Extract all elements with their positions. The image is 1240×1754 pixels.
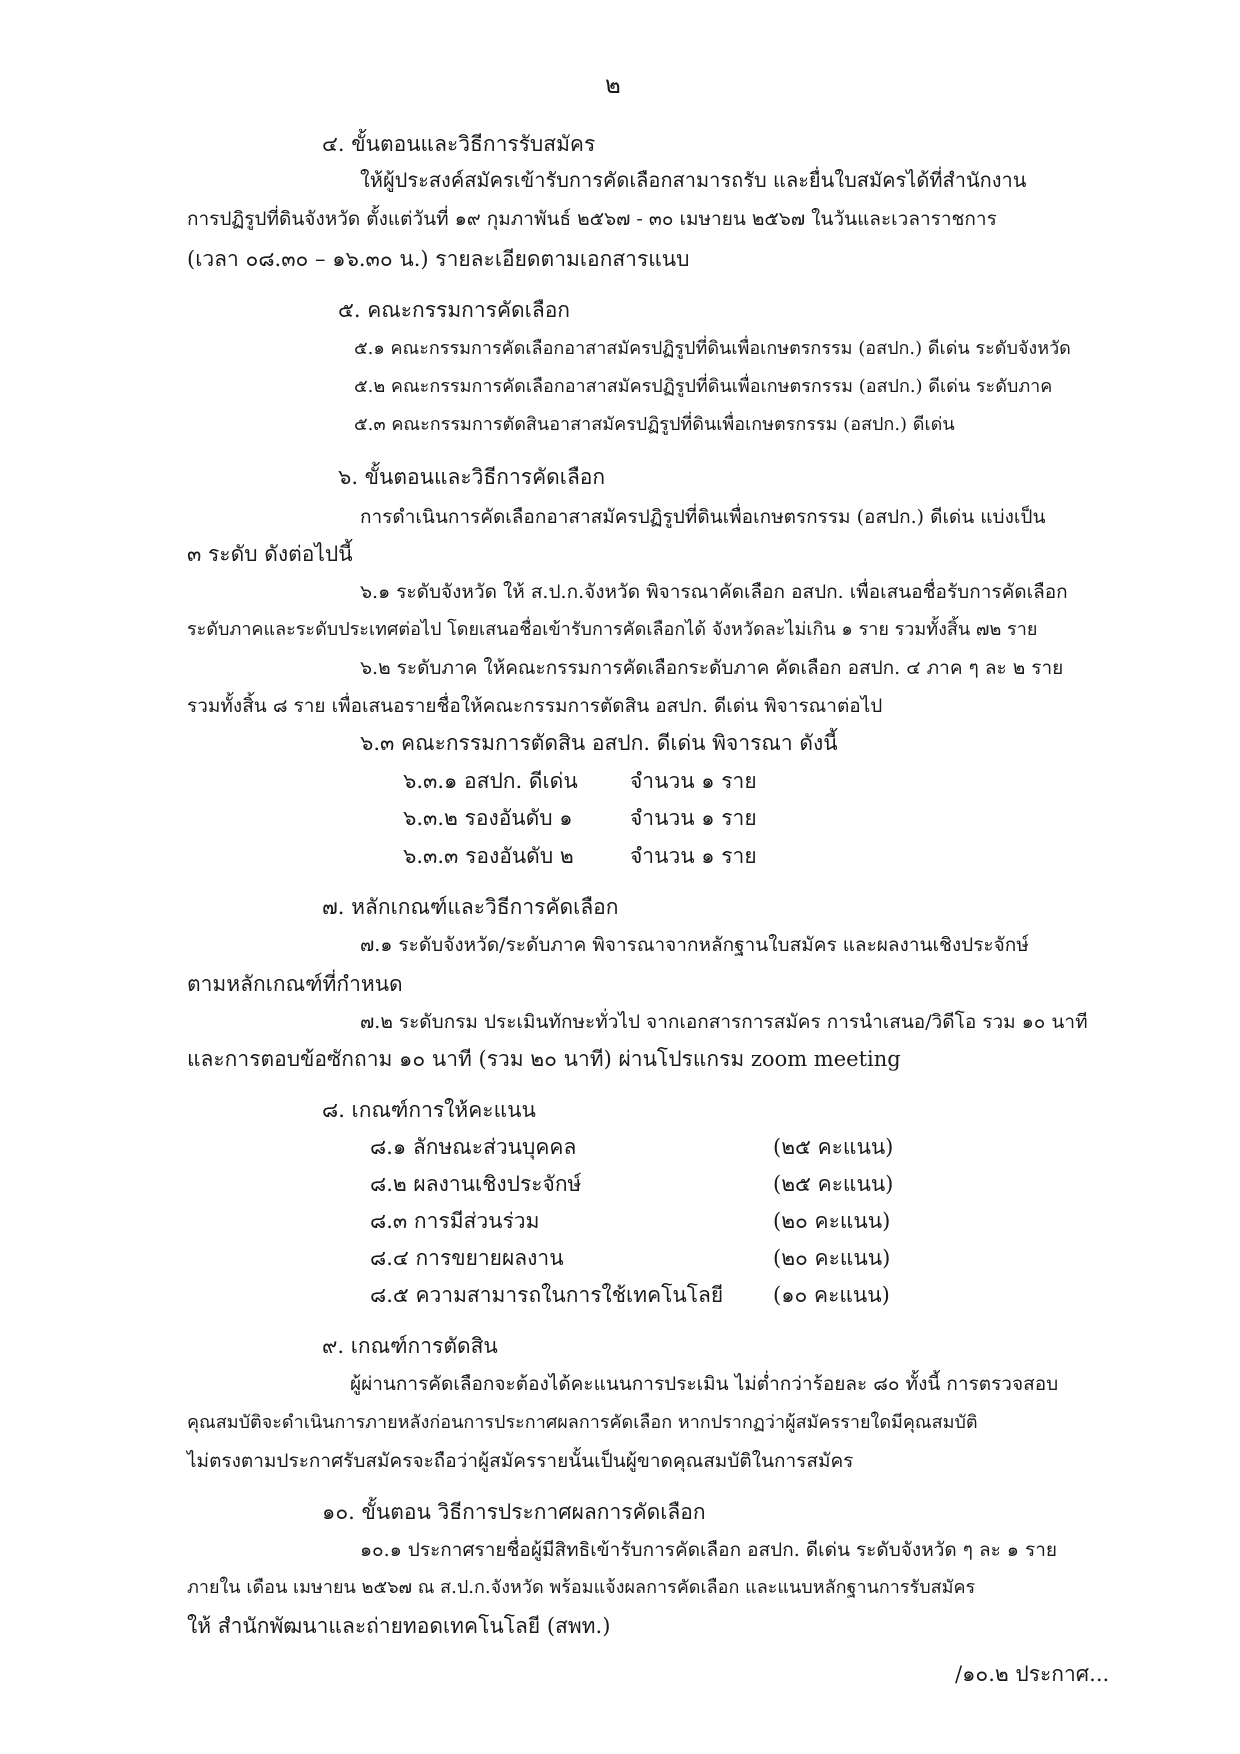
section-10-paragraph-line: ภายใน เดือน เมษายน ๒๕๖๗ ณ ส.ป.ก.จังหวัด พร้อมแจ้งผลการคัดเลือก และแนบหลักฐานการรับสมัคร: [187, 1577, 976, 1598]
score-item-points: (๒๕ คะแนน): [773, 1172, 894, 1196]
section-6-item-line: ระดับภาคและระดับประเทศต่อไป โดยเสนอชื่อเข้ารับการคัดเลือกได้ จังหวัดละไม่เกิน ๑ ราย รวมทั้งสิ้น ๗๒ ราย: [187, 619, 1038, 640]
section-6-item-line: ๖.๓ คณะกรรมการตัดสิน อสปก. ดีเด่น พิจารณา ดังนี้: [360, 731, 838, 755]
section-6-paragraph-line: ๓ ระดับ ดังต่อไปนี้: [187, 542, 353, 566]
section-4-paragraph-line: (เวลา ๐๘.๓๐ – ๑๖.๓๐ น.) รายละเอียดตามเอกสารแนบ: [187, 247, 690, 271]
score-item-label: ๘.๕ ความสามารถในการใช้เทคโนโลยี: [370, 1283, 724, 1307]
section-8-heading: ๘. เกณฑ์การให้คะแนน: [322, 1098, 536, 1122]
section-6-subitem-label: ๖.๓.๓ รองอันดับ ๒: [403, 844, 574, 868]
section-10-paragraph-line: ให้ สำนักพัฒนาและถ่ายทอดเทคโนโลยี (สพท.): [187, 1614, 611, 1638]
score-item-label: ๘.๔ การขยายผลงาน: [370, 1246, 564, 1270]
section-7-item-line: ๗.๒ ระดับกรม ประเมินทักษะทั่วไป จากเอกสารการสมัคร การนำเสนอ/วิดีโอ รวม ๑๐ นาที: [360, 1011, 1088, 1033]
score-item-label: ๘.๒ ผลงานเชิงประจักษ์: [370, 1172, 582, 1196]
section-5-item: ๕.๑ คณะกรรมการคัดเลือกอาสาสมัครปฏิรูปที่ดินเพื่อเกษตรกรรม (อสปก.) ดีเด่น ระดับจังหวัด: [354, 338, 1071, 359]
section-4-heading: ๔. ขั้นตอนและวิธีการรับสมัคร: [322, 132, 596, 156]
section-5-item: ๕.๒ คณะกรรมการคัดเลือกอาสาสมัครปฏิรูปที่ดินเพื่อเกษตรกรรม (อสปก.) ดีเด่น ระดับภาค: [354, 376, 1053, 397]
section-4-paragraph-line: ให้ผู้ประสงค์สมัครเข้ารับการคัดเลือกสามารถรับ และยื่นใบสมัครได้ที่สำนักงาน: [360, 168, 1027, 192]
section-6-paragraph-line: การดำเนินการคัดเลือกอาสาสมัครปฏิรูปที่ดินเพื่อเกษตรกรรม (อสปก.) ดีเด่น แบ่งเป็น: [360, 506, 1046, 528]
section-6-item-line: รวมทั้งสิ้น ๘ ราย เพื่อเสนอรายชื่อให้คณะกรรมการตัดสิน อสปก. ดีเด่น พิจารณาต่อไป: [187, 695, 883, 717]
section-7-item-line: ๗.๑ ระดับจังหวัด/ระดับภาค พิจารณาจากหลักฐานใบสมัคร และผลงานเชิงประจักษ์: [360, 934, 1029, 956]
score-item-points: (๑๐ คะแนน): [773, 1283, 890, 1307]
section-7-item-line: และการตอบข้อซักถาม ๑๐ นาที (รวม ๒๐ นาที) ผ่านโปรแกรม zoom meeting: [187, 1047, 901, 1071]
section-6-subitem-count: จำนวน ๑ ราย: [630, 806, 757, 830]
section-7-heading: ๗. หลักเกณฑ์และวิธีการคัดเลือก: [322, 895, 619, 919]
section-6-subitem-label: ๖.๓.๒ รองอันดับ ๑: [403, 806, 573, 830]
section-6-subitem-count: จำนวน ๑ ราย: [630, 844, 757, 868]
section-6-heading: ๖. ขั้นตอนและวิธีการคัดเลือก: [338, 465, 606, 489]
section-6-item-line: ๖.๑ ระดับจังหวัด ให้ ส.ป.ก.จังหวัด พิจารณาคัดเลือก อสปก. เพื่อเสนอชื่อรับการคัดเลือก: [360, 581, 1068, 603]
score-item-label: ๘.๓ การมีส่วนร่วม: [370, 1209, 540, 1233]
section-9-heading: ๙. เกณฑ์การตัดสิน: [322, 1334, 498, 1358]
section-6-subitem-count: จำนวน ๑ ราย: [630, 769, 757, 793]
score-item-points: (๒๐ คะแนน): [773, 1246, 891, 1270]
continuation-note: /๑๐.๒ ประกาศ...: [955, 1662, 1110, 1686]
score-item-label: ๘.๑ ลักษณะส่วนบุคคล: [370, 1135, 577, 1159]
section-9-paragraph-line: ผู้ผ่านการคัดเลือกจะต้องได้คะแนนการประเมิน ไม่ต่ำกว่าร้อยละ ๘๐ ทั้งนี้ การตรวจสอบ: [350, 1373, 1059, 1395]
page-number: ๒: [605, 71, 621, 99]
section-5-item: ๕.๓ คณะกรรมการตัดสินอาสาสมัครปฏิรูปที่ดินเพื่อเกษตรกรรม (อสปก.) ดีเด่น: [354, 414, 955, 435]
section-7-item-line: ตามหลักเกณฑ์ที่กำหนด: [187, 972, 403, 996]
section-10-heading: ๑๐. ขั้นตอน วิธีการประกาศผลการคัดเลือก: [322, 1500, 706, 1524]
section-4-paragraph-line: การปฏิรูปที่ดินจังหวัด ตั้งแต่วันที่ ๑๙ กุมภาพันธ์ ๒๕๖๗ - ๓๐ เมษายน ๒๕๖๗ ในวันและเวลาราชการ: [187, 208, 997, 230]
score-item-points: (๒๕ คะแนน): [773, 1135, 894, 1159]
score-item-points: (๒๐ คะแนน): [773, 1209, 891, 1233]
section-6-subitem-label: ๖.๓.๑ อสปก. ดีเด่น: [403, 769, 578, 793]
section-10-paragraph-line: ๑๐.๑ ประกาศรายชื่อผู้มีสิทธิเข้ารับการคัดเลือก อสปก. ดีเด่น ระดับจังหวัด ๆ ละ ๑ ราย: [360, 1539, 1058, 1561]
section-5-heading: ๕. คณะกรรมการคัดเลือก: [338, 298, 571, 322]
section-9-paragraph-line: คุณสมบัติจะดำเนินการภายหลังก่อนการประกาศผลการคัดเลือก หากปรากฏว่าผู้สมัครรายใดมีคุณสมบัติ: [187, 1412, 978, 1433]
section-9-paragraph-line: ไม่ตรงตามประกาศรับสมัครจะถือว่าผู้สมัครรายนั้นเป็นผู้ขาดคุณสมบัติในการสมัคร: [187, 1450, 854, 1472]
section-6-item-line: ๖.๒ ระดับภาค ให้คณะกรรมการคัดเลือกระดับภาค คัดเลือก อสปก. ๔ ภาค ๆ ละ ๒ ราย: [360, 657, 1064, 679]
